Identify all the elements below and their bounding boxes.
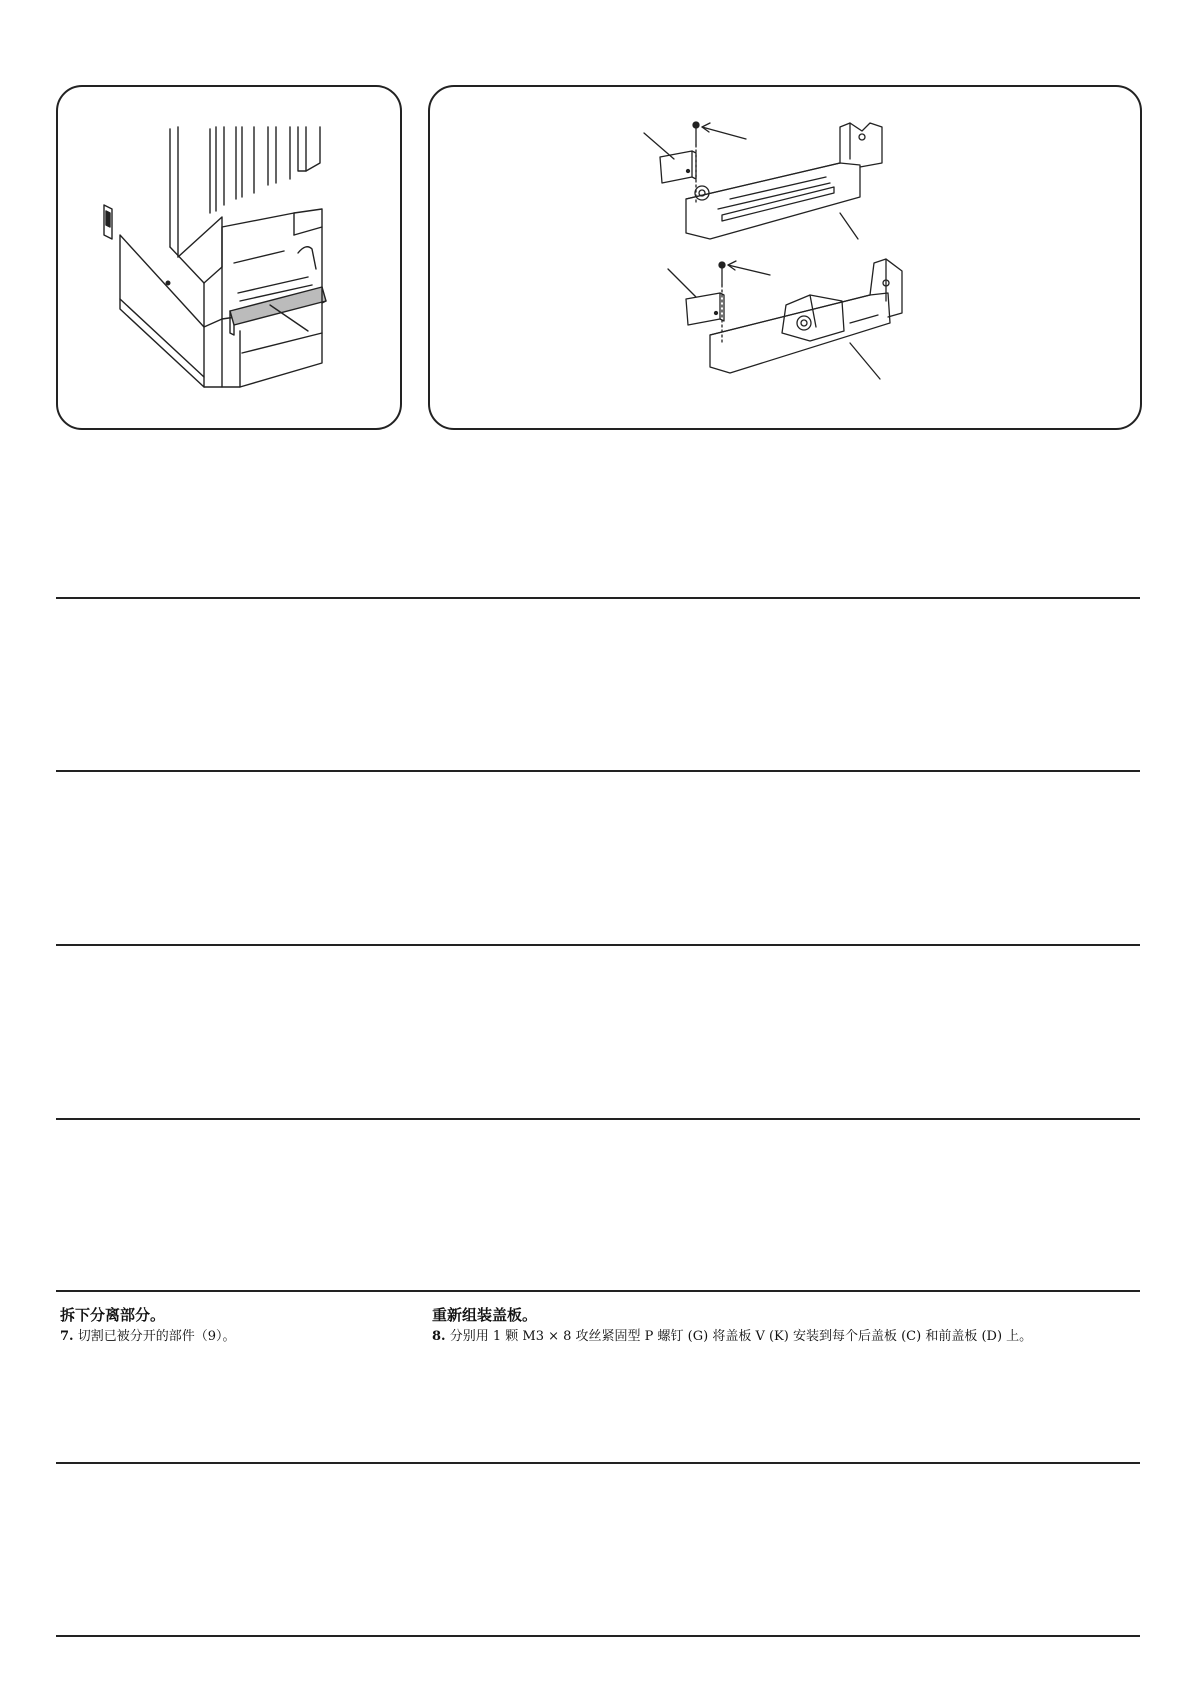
section-divider <box>56 770 1140 772</box>
section-divider <box>56 1462 1140 1464</box>
section-divider <box>56 597 1140 599</box>
illustration-panel-cover-plates <box>428 85 1142 430</box>
section-divider <box>56 1290 1140 1292</box>
section-divider <box>56 1118 1140 1120</box>
step-7-text <box>60 1325 236 1344</box>
rear-cover-plate <box>686 123 882 239</box>
cover-plate-v-upper <box>660 151 696 183</box>
cover-plates-drawing <box>430 87 1140 428</box>
section-divider <box>56 944 1140 946</box>
step-8-instruction: 分别用 1 颗 M3 × 8 攻丝紧固型 P 螺钉 (G) 将盖板 V (K) 安装到每个后盖板 (C) 和前盖板 (D) 上。 <box>449 1329 1033 1344</box>
illustration-panel-machine-base <box>56 85 402 430</box>
step-8-number: 8. <box>432 1329 446 1344</box>
front-cover-plate <box>710 259 902 373</box>
section-divider <box>56 1635 1140 1637</box>
step-8-text <box>432 1325 1032 1344</box>
cover-plate-v-lower <box>686 293 724 325</box>
step-7-instruction: 切割已被分开的部件（9）。 <box>77 1329 236 1344</box>
step-7-number: 7. <box>60 1329 74 1344</box>
machine-base-drawing <box>58 87 400 428</box>
step-7-heading: 拆下分离部分。 <box>60 1306 166 1324</box>
machine-side-panel <box>120 235 204 377</box>
step-8-heading: 重新组装盖板。 <box>432 1306 538 1324</box>
